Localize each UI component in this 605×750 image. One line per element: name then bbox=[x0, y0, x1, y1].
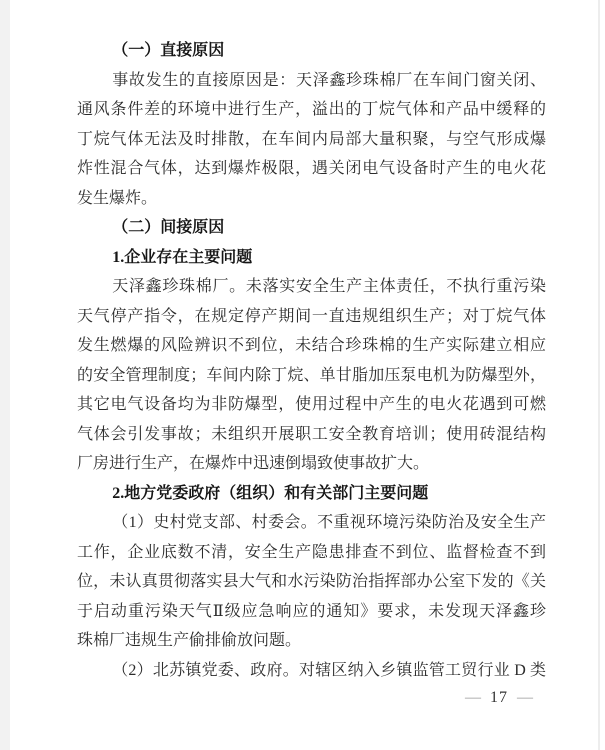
text-line: 丁烷气体无法及时排散，在车间内局部大量积聚，与空气形成爆 bbox=[77, 130, 546, 148]
text-line: 珠棉厂违规生产偷排偷放问题。 bbox=[77, 632, 302, 649]
page-number bbox=[465, 688, 533, 708]
text-line: 通风条件差的环境中进行生产，溢出的丁烷气体和产品中缓释的 bbox=[77, 101, 546, 118]
section-heading-direct-cause: （一）直接原因 bbox=[112, 42, 225, 59]
text-line: 工作，企业底数不清，安全生产隐患排查不到位、监督检查不到 bbox=[77, 543, 546, 561]
text-line: （2）北苏镇党委、政府。对辖区纳入乡镇监管工贸行业 D 类 bbox=[112, 661, 546, 679]
text-line: 天泽鑫珍珠棉厂。未落实安全生产主体责任，不执行重污染 bbox=[112, 278, 546, 295]
text-line: 的安全管理制度；车间内除丁烷、单甘脂加压泵电机为防爆型外， bbox=[77, 366, 546, 384]
page-number-dash-right: — bbox=[517, 689, 533, 706]
text-line: 天气停产指令，在规定停产期间一直违规组织生产；对丁烷气体 bbox=[77, 307, 546, 325]
section-heading-gov-issues: 2.地方党委政府（组织）和有关部门主要问题 bbox=[112, 484, 429, 502]
text-line: 于启动重污染天气Ⅱ级应急响应的通知》要求，未发现天泽鑫珍 bbox=[77, 602, 546, 620]
text-line: 发生爆炸。 bbox=[77, 189, 158, 207]
text-line: （1）史村党支部、村委会。不重视环境污染防治及安全生产 bbox=[112, 514, 546, 531]
text-line: 发生燃爆的风险辨识不到位，未结合珍珠棉的生产实际建立相应 bbox=[77, 337, 546, 354]
section-heading-indirect-cause: （二）间接原因 bbox=[112, 219, 225, 236]
page-number-dash-left: — bbox=[465, 689, 481, 706]
text-line: 炸性混合气体，达到爆炸极限，遇关闭电气设备时产生的电火花 bbox=[77, 160, 546, 177]
text-line: 事故发生的直接原因是：天泽鑫珍珠棉厂在车间门窗关闭、 bbox=[112, 71, 546, 89]
document-body bbox=[77, 36, 546, 685]
page-number-value: 17 bbox=[490, 689, 508, 706]
section-heading-company-issues: 1.企业存在主要问题 bbox=[112, 248, 253, 266]
text-line: 厂房进行生产，在爆炸中迅速倒塌致使事故扩大。 bbox=[77, 455, 430, 472]
scan-edge-left bbox=[0, 0, 10, 750]
scan-edge-right bbox=[598, 0, 600, 750]
text-line: 其它电气设备均为非防爆型，使用过程中产生的电火花遇到可燃 bbox=[77, 396, 546, 413]
text-line: 位，未认真贯彻落实县大气和水污染防治指挥部办公室下发的《关 bbox=[77, 573, 546, 590]
text-line: 气体会引发事故；未组织开展职工安全教育培训；使用砖混结构 bbox=[77, 425, 546, 443]
